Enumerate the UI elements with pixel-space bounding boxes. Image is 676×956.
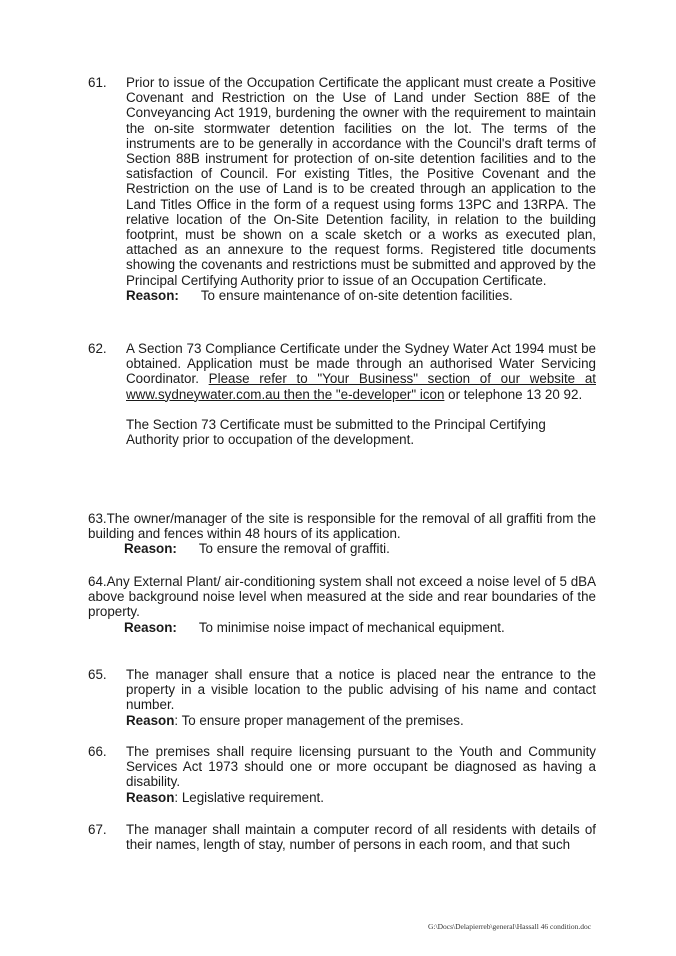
reason-text: To ensure the removal of graffiti.: [198, 541, 390, 556]
condition-text-after-link: or telephone 13 20 92.: [448, 386, 583, 402]
condition-number: 65.: [88, 667, 107, 682]
website-link[interactable]: Please refer to "Your Business" section of our website at www.sydneywater.com.au then the "e-developer" icon: [126, 371, 596, 402]
condition-number: 61.: [88, 75, 107, 90]
condition-number: 62.: [88, 341, 107, 356]
condition-number: 63.: [88, 511, 107, 526]
reason-label: Reason: [126, 789, 175, 805]
condition-text: The manager shall maintain a computer record of all residents with details of their names, length of stay, number of persons in each room, and that such: [126, 822, 596, 853]
reason-text: : Legislative requirement.: [174, 789, 324, 805]
condition-number: 66.: [88, 744, 107, 759]
condition-text: The owner/manager of the site is responsible for the removal of all graffiti from the building and fences within 48 hours of its application.: [88, 511, 596, 542]
condition-paragraph-2: The Section 73 Certificate must be submitted to the Principal Certifying Authority prior to occupation of the development.: [126, 416, 546, 448]
reason-label: Reason:: [126, 287, 179, 303]
reason-text: : To ensure proper management of the premises.: [174, 712, 464, 728]
condition-text: The manager shall ensure that a notice is placed near the entrance to the property in a visible location to the public advising of his name and contact number.: [126, 667, 596, 713]
reason-label: Reason: [126, 712, 175, 728]
reason-text: To minimise noise impact of mechanical equipment.: [198, 620, 505, 635]
reason-text: To ensure maintenance of on-site detention facilities.: [200, 287, 513, 303]
condition-text: A Section 73 Compliance Certificate under the Sydney Water Act 1994 must be obtained. Application must be made through an authorised Water Servicing Coordinator.: [126, 341, 596, 387]
reason-label: Reason:: [124, 620, 177, 635]
condition-text: Prior to issue of the Occupation Certificate the applicant must create a Positive Covenant and Restriction on the Use of Land under Section 88E of the Conveyancing Act 1919, burdening the owner with the requirement to maintain the on-site stormwater detention facilities on the lot. The terms of the instruments are to be generally in accordance with the Council's draft terms of Section 88B instrument for protection of on-site detention facilities and to the satisfaction of Council. For existing Titles, the Positive Covenant and the Restriction on the use of Land is to be created through an application to the Land Titles Office in the form of a request using forms 13PC and 13RPA. The relative location of the On-Site Detention facility, in relation to the building footprint, must be shown on a scale sketch or a works as executed plan, attached as an annexure to the request forms. Registered title documents showing the covenants and restrictions must be submitted and approved by the Principal Certifying Authority prior to issue of an Occupation Certificate.: [126, 75, 596, 288]
footer-file-path: G:\Docs\Delapierreb\general\Hassall 46 condition.doc: [428, 922, 592, 931]
condition-number: 67.: [88, 822, 107, 837]
condition-text: Any External Plant/ air-conditioning system shall not exceed a noise level of 5 dBA above background noise level when measured at the side and rear boundaries of the property.: [88, 574, 596, 620]
condition-text: The premises shall require licensing pursuant to the Youth and Community Services Act 1973 should one or more occupant be diagnosed as having a disability.: [126, 744, 596, 790]
reason-label: Reason:: [124, 541, 177, 556]
condition-number: 64.: [88, 574, 107, 589]
